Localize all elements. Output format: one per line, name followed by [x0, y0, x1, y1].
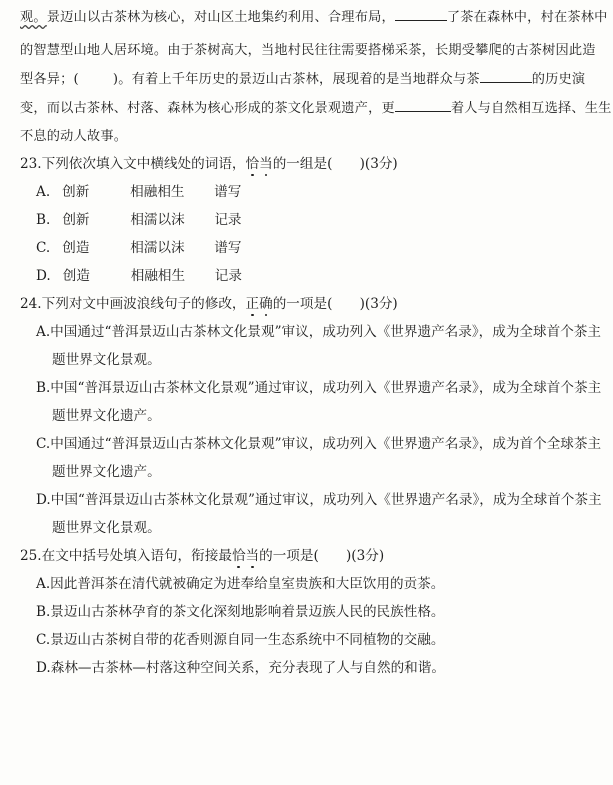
q24-option-b-cont: 题世界文化遗产。 [52, 408, 161, 424]
q25-option-c[interactable]: C.景迈山古茶树自带的花香则源自同一生态系统中不同植物的交融。 [36, 632, 445, 648]
emphasis-dot-char: 恰 [245, 156, 260, 172]
q25-option-d[interactable]: D.森林—古茶林—村落这种空间关系，充分表现了人与自然的和谐。 [36, 660, 445, 676]
q23-option-c[interactable]: C. 创造 相濡以沫 谱写 [36, 240, 242, 256]
passage-line-4: 变，而以古茶林、村落、森林为核心形成的茶文化景观遗产，更 着人与自然相互选择、生生 [20, 101, 612, 116]
answer-blank-2[interactable] [480, 70, 532, 83]
q24-option-c[interactable]: C.中国通过“普洱景迈山古茶林文化景观”审议，成功列入《世界遗产名录》，成为首个全球茶主 [36, 436, 602, 452]
question-23-stem: 23.下列依次填入文中横线处的词语，恰当的一组是( )(3分) [20, 156, 398, 172]
q24-option-a[interactable]: A.中国通过“普洱景迈山古茶林文化景观”审议，成功列入《世界遗产名录》，成为全球首个茶主 [36, 324, 601, 340]
passage-line-1: 观。景迈山以古茶林为核心，对山区土地集约利用、合理布局， 了茶在森林中，村在茶林中 [20, 10, 608, 25]
question-24-stem: 24.下列对文中画波浪线句子的修改，正确的一项是( )(3分) [20, 296, 398, 312]
q23-option-a[interactable]: A. 创新 相融相生 谱写 [36, 184, 242, 200]
q24-option-d[interactable]: D.中国“普洱景迈山古茶林文化景观”通过审议，成功列入《世界遗产名录》，成为全球首个茶主 [36, 492, 602, 508]
q23-option-d[interactable]: D. 创造 相融相生 记录 [36, 268, 242, 284]
answer-blank-3[interactable] [395, 99, 451, 112]
emphasis-dot-char: 确 [259, 296, 273, 312]
wavy-underlined-sentence: 观。 [20, 10, 47, 25]
emphasis-dot-char: 当 [245, 548, 260, 564]
q24-option-d-cont: 题世界文化景观。 [52, 520, 161, 536]
emphasis-dot-char: 当 [259, 156, 273, 172]
emphasis-dot-char: 正 [245, 296, 260, 312]
passage-line-3: 型各异；( )。有着上千年历史的景迈山古茶林，展现着的是当地群众与茶 的历史演 [20, 72, 586, 87]
q24-option-c-cont: 题世界文化遗产。 [52, 464, 161, 480]
q24-option-a-cont: 题世界文化景观。 [52, 352, 161, 368]
answer-blank-1[interactable] [395, 8, 447, 21]
passage-line-5: 不息的动人故事。 [20, 129, 128, 144]
question-25-stem: 25.在文中括号处填入语句，衔接最恰当的一项是( )(3分) [20, 548, 385, 564]
q24-option-b[interactable]: B.中国“普洱景迈山古茶林文化景观”通过审议，成功列入《世界遗产名录》，成为全球首个茶主 [36, 380, 602, 396]
q25-option-a[interactable]: A.因此普洱茶在清代就被确定为进奉给皇室贵族和大臣饮用的贡茶。 [36, 576, 445, 592]
q25-option-b[interactable]: B.景迈山古茶林孕育的茶文化深刻地影响着景迈族人民的民族性格。 [36, 604, 445, 620]
passage-line-2: 的智慧型山地人居环境。由于茶树高大，当地村民往往需要搭梯采茶，长期受攀爬的古茶树因此造 [20, 43, 596, 58]
emphasis-dot-char: 恰 [231, 548, 246, 564]
q23-option-b[interactable]: B. 创新 相濡以沫 记录 [36, 212, 242, 228]
